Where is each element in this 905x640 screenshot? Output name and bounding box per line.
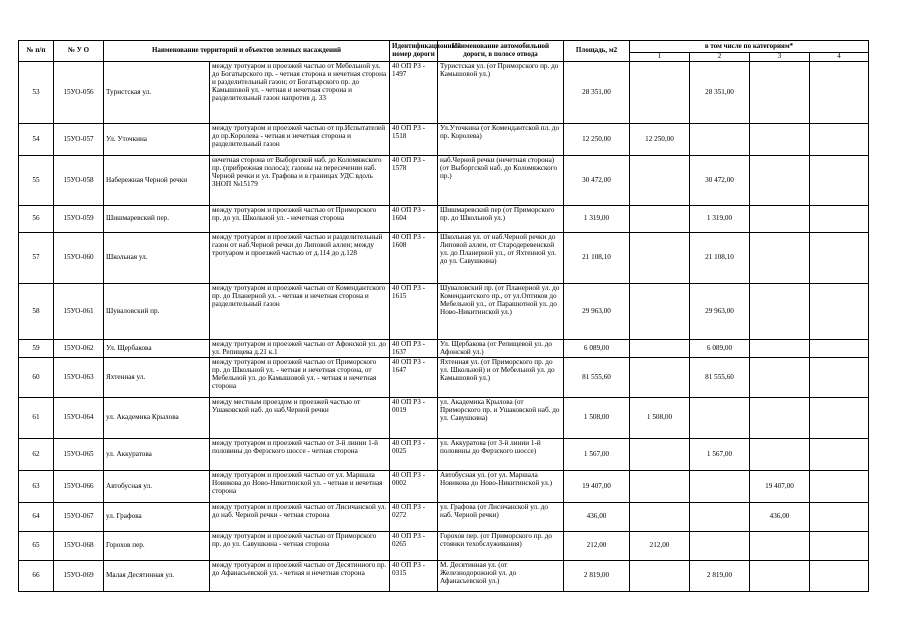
cell-category-3 (750, 560, 810, 591)
cell-road-id: 40 ОП РЗ - 1608 (390, 232, 438, 283)
cell-name: ул. Академика Крылова (104, 397, 210, 438)
cell-category-3 (750, 155, 810, 205)
cell-road-name: наб.Черной речки (нечетная сторона) (от Выборгской наб. до Коломяжского пр.) (438, 155, 564, 205)
table-row (19, 397, 869, 438)
cell-description: между тротуаром и проезжей частью от Мебельной ул. до Богатырского пр. - четная сторона и нечетная сторона и разделительный газон; от Богатырского пр. до Камышовой ул. - четная и нечетная сторона и разделительный газон напротив д. 33 (210, 61, 390, 123)
cell-area: 1 319,00 (564, 205, 630, 232)
cell-category-3 (750, 339, 810, 357)
cell-description: между тротуаром и проезжей частью от Десятинного пр. до Афанасьевской ул. - четная и нечетная сторона (210, 560, 390, 591)
cell-area: 12 250,00 (564, 123, 630, 155)
category-1-header: 1 (630, 53, 690, 62)
cell-description: между тротуаром и проезжей частью от Комендантского пр. до Планерной ул. - четная и нечетная сторона и разделительный газон (210, 283, 390, 339)
table-row (19, 339, 869, 357)
cell-name: Шишмаревский пер. (104, 205, 210, 232)
cell-road-id: 40 ОП РЗ - 0315 (390, 560, 438, 591)
cell-category-1 (630, 357, 690, 397)
col-road-header: Наименование автомобильной дороги, в полосе отвода (438, 41, 564, 62)
cell-uo: 15УО-066 (54, 470, 104, 502)
cell-description: между тротуаром и проезжей частью от Приморского пр. до Школьной ул. - четная и нечетная сторона, от Мебельной ул. до Камышовой ул. - четная и нечетная сторона (210, 357, 390, 397)
cell-road-name: ул. Графова (от Лисичанской ул. до наб. Черной речки) (438, 502, 564, 531)
table-row (19, 560, 869, 591)
cell-road-name: Горохов пер. (от Приморского пр. до стоянки техобслуживания) (438, 531, 564, 560)
cell-road-name: М. Десятинная ул. (от Железнодорожной ул. до Афанасьевской ул.) (438, 560, 564, 591)
cell-name: ул. Аккуратова (104, 438, 210, 470)
cell-name: Ул. Уточкина (104, 123, 210, 155)
cell-area: 6 089,00 (564, 339, 630, 357)
cell-road-id: 40 ОП РЗ - 0025 (390, 438, 438, 470)
cell-uo: 15УО-067 (54, 502, 104, 531)
table-row (19, 283, 869, 339)
cell-category-3 (750, 232, 810, 283)
cell-category-4 (810, 283, 869, 339)
cell-no: 58 (19, 283, 54, 339)
cell-category-1 (630, 339, 690, 357)
cell-category-1: 12 250,00 (630, 123, 690, 155)
cell-category-1 (630, 232, 690, 283)
cell-no: 55 (19, 155, 54, 205)
cell-no: 65 (19, 531, 54, 560)
cell-area: 2 819,00 (564, 560, 630, 591)
cell-category-2 (690, 470, 750, 502)
cell-uo: 15УО-062 (54, 339, 104, 357)
table-row (19, 531, 869, 560)
cell-category-4 (810, 232, 869, 283)
cell-no: 60 (19, 357, 54, 397)
cell-name: Шуваловский пр. (104, 283, 210, 339)
cell-category-2: 29 963,00 (690, 283, 750, 339)
cell-road-id: 40 ОП РЗ - 0019 (390, 397, 438, 438)
cell-no: 53 (19, 61, 54, 123)
category-2-header: 2 (690, 53, 750, 62)
cell-category-1 (630, 205, 690, 232)
cell-description: между тротуаром и проезжей частью от Афонской ул. до ул. Репищева д.21 к.1 (210, 339, 390, 357)
cell-category-4 (810, 397, 869, 438)
cell-category-3 (750, 61, 810, 123)
cell-name: Школьная ул. (104, 232, 210, 283)
cell-area: 30 472,00 (564, 155, 630, 205)
cell-no: 64 (19, 502, 54, 531)
cell-road-id: 40 ОП РЗ - 1497 (390, 61, 438, 123)
cell-road-name: Автобусная ул. (от ул. Маршала Новикова до Ново-Никитинской ул.) (438, 470, 564, 502)
cell-category-1 (630, 61, 690, 123)
cell-category-2: 1 567,00 (690, 438, 750, 470)
col-area-header: Площадь, м2 (564, 41, 630, 62)
cell-no: 62 (19, 438, 54, 470)
cell-road-name: Школьная ул. от наб.Черной речки до Липовой аллеи, от Стародеревенской ул. до Планерной ул., от Яхтенной ул. до ул. Савушкина) (438, 232, 564, 283)
cell-area: 212,00 (564, 531, 630, 560)
document-page (18, 40, 869, 592)
cell-no: 66 (19, 560, 54, 591)
cell-category-4 (810, 155, 869, 205)
cell-category-3: 19 407,00 (750, 470, 810, 502)
cell-no: 56 (19, 205, 54, 232)
cell-road-name: Шуваловский пр. (от Планерной ул. до Комендантского пр., от ул.Оптиков до Мебельной ул., от Парашютной ул. до Ново-Никитинской ул.) (438, 283, 564, 339)
cell-category-1 (630, 438, 690, 470)
cell-no: 57 (19, 232, 54, 283)
cell-area: 436,00 (564, 502, 630, 531)
cell-category-4 (810, 357, 869, 397)
cell-road-id: 40 ОП РЗ - 1518 (390, 123, 438, 155)
cell-no: 54 (19, 123, 54, 155)
cell-road-id: 40 ОП РЗ - 0272 (390, 502, 438, 531)
category-3-header: 3 (750, 53, 810, 62)
category-4-header: 4 (810, 53, 869, 62)
cell-description: между местным проездом и проезжей частью от Ушаковской наб. до наб.Черной речки (210, 397, 390, 438)
cell-area: 28 351,00 (564, 61, 630, 123)
cell-uo: 15УО-056 (54, 61, 104, 123)
cell-category-2: 6 089,00 (690, 339, 750, 357)
cell-name: Набережная Черной речки (104, 155, 210, 205)
cell-description: между тротуаром и проезжей частью от Приморского пр. до ул. Савушкина - четная сторона (210, 531, 390, 560)
cell-category-4 (810, 438, 869, 470)
cell-road-name: Ул. Щербакова (от Репищевой ул. до Афонской ул.) (438, 339, 564, 357)
cell-category-3 (750, 438, 810, 470)
cell-name: Горохов пер. (104, 531, 210, 560)
table-row (19, 232, 869, 283)
cell-category-4 (810, 502, 869, 531)
cell-area: 19 407,00 (564, 470, 630, 502)
cell-road-id: 40 ОП РЗ - 1637 (390, 339, 438, 357)
cell-area: 29 963,00 (564, 283, 630, 339)
cell-road-name: Яхтенная ул. (от Приморского пр. до ул. Школьной) и от Мебельной ул. до Камышовой ул.) (438, 357, 564, 397)
cell-uo: 15УО-069 (54, 560, 104, 591)
cell-road-id: 40 ОП РЗ - 1604 (390, 205, 438, 232)
cell-category-1 (630, 502, 690, 531)
cell-category-2: 28 351,00 (690, 61, 750, 123)
table-row (19, 470, 869, 502)
green-areas-table (18, 40, 869, 592)
cell-road-id: 40 ОП РЗ - 0265 (390, 531, 438, 560)
cell-name: ул. Графова (104, 502, 210, 531)
cell-uo: 15УО-061 (54, 283, 104, 339)
cell-road-name: ул. Академика Крылова (от Приморского пр. и Ушаковской наб. до ул. Савушкина) (438, 397, 564, 438)
col-uo-header: № У О (54, 41, 104, 62)
cell-area: 81 555,60 (564, 357, 630, 397)
cell-uo: 15УО-064 (54, 397, 104, 438)
table-body (19, 61, 869, 591)
cell-category-2: 81 555,60 (690, 357, 750, 397)
cell-description: между тротуаром и проезжей частью от Приморского пр. до ул. Школьной ул. - нечетная сторона (210, 205, 390, 232)
cell-uo: 15УО-059 (54, 205, 104, 232)
cell-no: 61 (19, 397, 54, 438)
cell-no: 59 (19, 339, 54, 357)
cell-category-1 (630, 560, 690, 591)
cell-area: 1 567,00 (564, 438, 630, 470)
cell-name: Туристская ул. (104, 61, 210, 123)
cell-category-4 (810, 123, 869, 155)
cell-name: Ул. Щербакова (104, 339, 210, 357)
cell-description: между тротуаром и проезжей частью от ул. Маршала Новикова до Ново-Никитинской ул. - четная и нечетная сторона (210, 470, 390, 502)
table-row (19, 502, 869, 531)
cell-category-3 (750, 357, 810, 397)
cell-category-2: 2 819,00 (690, 560, 750, 591)
cell-category-2 (690, 502, 750, 531)
table-row (19, 357, 869, 397)
cell-area: 1 508,00 (564, 397, 630, 438)
cell-category-3: 436,00 (750, 502, 810, 531)
cell-road-name: Шишмаревский пер (от Приморского пр. до Школьной ул.) (438, 205, 564, 232)
cell-category-3 (750, 205, 810, 232)
cell-category-2 (690, 397, 750, 438)
cell-category-3 (750, 123, 810, 155)
cell-area: 21 108,10 (564, 232, 630, 283)
header-row (19, 41, 869, 53)
table-row (19, 123, 869, 155)
cell-category-2: 21 108,10 (690, 232, 750, 283)
cell-description: между тротуаром и проезжей частью и разделительный газон от наб.Черной речки до Липовой аллеи; между тротуаром и проезжей частью от д.114 до д.128 (210, 232, 390, 283)
cell-category-4 (810, 470, 869, 502)
cell-category-4 (810, 531, 869, 560)
cell-category-1: 212,00 (630, 531, 690, 560)
cell-category-3 (750, 283, 810, 339)
table-row (19, 438, 869, 470)
cell-category-1 (630, 155, 690, 205)
cell-category-3 (750, 531, 810, 560)
cell-uo: 15УО-063 (54, 357, 104, 397)
cell-category-2 (690, 531, 750, 560)
col-no-header: № п/п (19, 41, 54, 62)
cell-category-4 (810, 205, 869, 232)
cell-road-id: 40 ОП РЗ - 1647 (390, 357, 438, 397)
cell-category-4 (810, 61, 869, 123)
cell-category-4 (810, 560, 869, 591)
cell-category-1 (630, 283, 690, 339)
cell-description: нечетная сторона от Выборгской наб. до Коломяжского пр. (прибрежная полоса); газоны на пересечении наб. Черной речки и ул. Графова и в границах УДС вдоль ЗНОП №15179 (210, 155, 390, 205)
cell-road-id: 40 ОП РЗ - 0002 (390, 470, 438, 502)
cell-name: Малая Десятинная ул. (104, 560, 210, 591)
cell-description: между тротуаром и проезжей частью от пр.Испытателей до пр.Королева - четная и нечетная сторона и разделительный газон (210, 123, 390, 155)
cell-category-4 (810, 339, 869, 357)
cell-uo: 15УО-065 (54, 438, 104, 470)
cell-uo: 15УО-057 (54, 123, 104, 155)
col-id-header: Идентификационный номер дороги (390, 41, 438, 62)
col-categories-header: в том числе по категориям* (630, 41, 869, 53)
cell-uo: 15УО-068 (54, 531, 104, 560)
cell-road-id: 40 ОП РЗ - 1615 (390, 283, 438, 339)
cell-road-name: Туристская ул. (от Приморского пр. до Камышовой ул.) (438, 61, 564, 123)
table-row (19, 61, 869, 123)
cell-category-1 (630, 470, 690, 502)
cell-no: 63 (19, 470, 54, 502)
cell-uo: 15УО-060 (54, 232, 104, 283)
cell-road-name: Ул.Уточкина (от Комендантской пл. до пр. Королева) (438, 123, 564, 155)
col-name-header: Наименование территорий и объектов зеленых насаждений (104, 41, 390, 62)
cell-category-2 (690, 123, 750, 155)
table-row (19, 155, 869, 205)
cell-road-name: ул. Аккуратова (от 3-й линии 1-й половины до Ферзского шоссе) (438, 438, 564, 470)
cell-category-1: 1 508,00 (630, 397, 690, 438)
cell-category-2: 1 319,00 (690, 205, 750, 232)
cell-category-2: 30 472,00 (690, 155, 750, 205)
cell-description: между тротуаром и проезжей частью от Лисичанской ул. до наб. Черной речки - четная сторона (210, 502, 390, 531)
cell-road-id: 40 ОП РЗ - 1578 (390, 155, 438, 205)
table-row (19, 205, 869, 232)
cell-name: Яхтенная ул. (104, 357, 210, 397)
cell-category-3 (750, 397, 810, 438)
cell-name: Автобусная ул. (104, 470, 210, 502)
cell-description: между тротуаром и проезжей частью от 3-й линии 1-й половины до Ферзского шоссе - четная сторона (210, 438, 390, 470)
cell-uo: 15УО-058 (54, 155, 104, 205)
